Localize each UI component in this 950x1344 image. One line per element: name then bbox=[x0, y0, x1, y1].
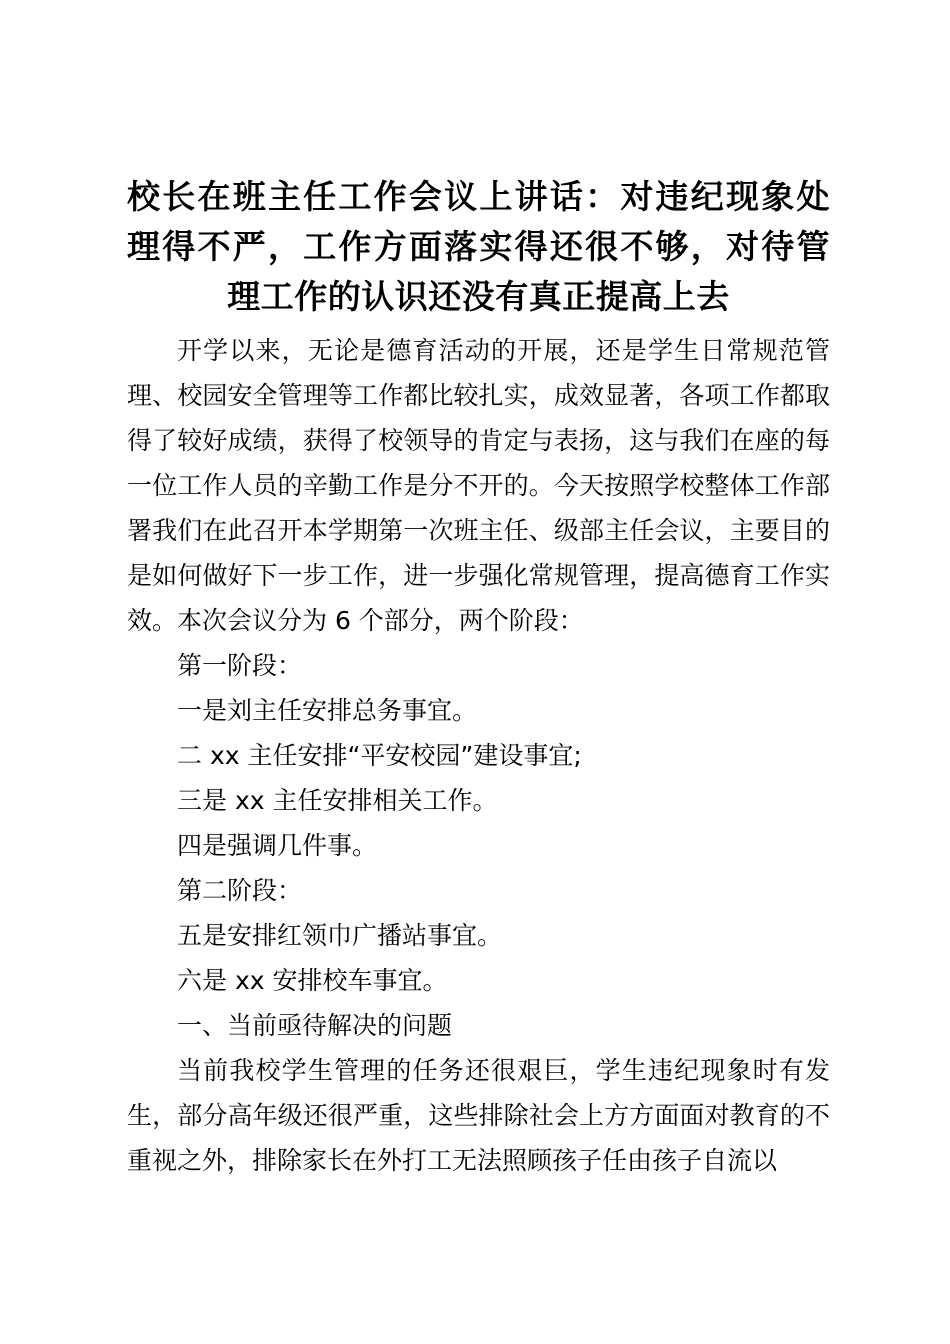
stage-two-label: 第二阶段： bbox=[177, 876, 303, 905]
document-title: 校长在班主任工作会议上讲话：对违纪现象处理得不严，工作方面落实得还很不够，对待管理工作的认识还没有真正提高上去 bbox=[127, 177, 830, 316]
agenda-item-4: 四是强调几件事。 bbox=[177, 831, 378, 860]
agenda-item-2: 二 xx 主任安排“平安校园”建设事宜; bbox=[177, 741, 582, 770]
agenda-item-6: 六是 xx 安排校车事宜。 bbox=[177, 966, 448, 995]
intro-paragraph: 开学以来，无论是德育活动的开展，还是学生日常规范管理、校园安全管理等工作都比较扎实，成效显著，各项工作都取得了较好成绩，获得了校领导的肯定与表扬，这与我们在座的每一位工作人员的辛勤工作是分不开的。今天按照学校整体工作部署我们在此召开本学期第一次班主任、级部主任会议，主要目的是如何做好下一步工作，进一步强化常规管理，提高德育工作实效。本次会议分为 6 个部分，两个阶段： bbox=[127, 336, 830, 635]
agenda-item-3: 三是 xx 主任安排相关工作。 bbox=[177, 786, 498, 815]
stage-one-label: 第一阶段： bbox=[177, 651, 303, 680]
agenda-item-5: 五是安排红领巾广播站事宜。 bbox=[177, 921, 503, 950]
document-page bbox=[127, 172, 830, 1183]
document-body bbox=[127, 328, 830, 1183]
section-1-paragraph: 当前我校学生管理的任务还很艰巨，学生违纪现象时有发生，部分高年级还很严重，这些排除社会上方方面面对教育的不重视之外，排除家长在外打工无法照顾孩子任由孩子自流以 bbox=[127, 1056, 830, 1175]
section-heading-1: 一、当前亟待解决的问题 bbox=[177, 1011, 453, 1040]
agenda-item-1: 一是刘主任安排总务事宜。 bbox=[177, 696, 478, 725]
